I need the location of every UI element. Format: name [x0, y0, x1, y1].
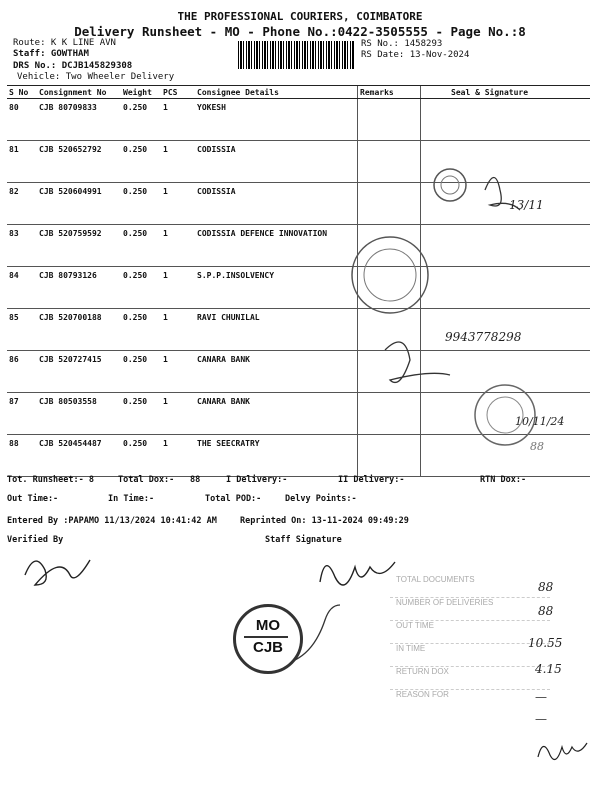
tally-table	[390, 575, 550, 712]
vehicle: Vehicle: Two Wheeler Delivery	[17, 72, 175, 82]
handwritten-count: 88	[530, 440, 544, 453]
out-time: Out Time:-	[7, 494, 59, 504]
cell-consignment: CJB 80503558	[37, 393, 121, 435]
col-pcs: PCS	[161, 86, 195, 99]
in-time: In Time:-	[108, 494, 155, 504]
cell-weight: 0.250	[121, 351, 161, 393]
tally-label: TOTAL DOCUMENTS	[390, 575, 550, 598]
cell-consignee: YOKESH	[195, 99, 358, 141]
stamp-line1: MO	[255, 617, 281, 634]
col-weight: Weight	[121, 86, 161, 99]
stamp-stroke-icon	[290, 600, 350, 670]
total-dox-value: 88	[190, 475, 201, 485]
handwritten-phone: 9943778298	[445, 330, 522, 344]
tally-value: 4.15	[535, 662, 562, 676]
cell-sno: 87	[7, 393, 37, 435]
table-row	[7, 99, 590, 141]
cell-sno: 88	[7, 435, 37, 477]
i-delivery: I Delivery:-	[226, 475, 288, 485]
drs-no: DRS No.: DCJB145829308	[13, 61, 133, 71]
cell-pcs: 1	[161, 99, 195, 141]
cell-pcs: 1	[161, 435, 195, 477]
tally-label: IN TIME	[390, 644, 550, 667]
col-consignee: Consignee Details	[195, 86, 358, 99]
tally-label: OUT TIME	[390, 621, 550, 644]
route: Route: K K LINE AVN	[13, 38, 116, 48]
round-seal-icon	[352, 237, 428, 313]
cell-consignee: RAVI CHUNILAL	[195, 309, 358, 351]
cell-sno: 83	[7, 225, 37, 267]
cell-consignment: CJB 520604991	[37, 183, 121, 225]
cell-sno: 81	[7, 141, 37, 183]
tally-label: REASON FOR	[396, 690, 449, 699]
signature-icon	[385, 342, 450, 383]
cell-weight: 0.250	[121, 435, 161, 477]
cell-sno: 82	[7, 183, 37, 225]
verifier-signature-icon	[20, 545, 110, 595]
tally-value: —	[535, 712, 547, 726]
table-header-row	[7, 86, 590, 99]
cell-consignment: CJB 520700188	[37, 309, 121, 351]
cell-consignee: CODISSIA DEFENCE INNOVATION	[195, 225, 358, 267]
cell-consignment: CJB 80793126	[37, 267, 121, 309]
tally-value: 10.55	[528, 636, 563, 650]
doc-subtitle: Delivery Runsheet - MO - Phone No.:0422-3505555 - Page No.:8	[74, 24, 526, 39]
cell-weight: 0.250	[121, 141, 161, 183]
cell-consignment: CJB 520652792	[37, 141, 121, 183]
cell-pcs: 1	[161, 225, 195, 267]
cell-consignee: CODISSIA	[195, 141, 358, 183]
stamp-line2: CJB	[252, 639, 283, 656]
tally-value: 88	[538, 604, 554, 618]
cell-consignment: CJB 520759592	[37, 225, 121, 267]
handwritten-received: 10/11/24	[515, 415, 565, 428]
cell-consignee: CANARA BANK	[195, 351, 358, 393]
entered-by: Entered By :PAPAMO 11/13/2024 10:41:42 AM	[7, 516, 217, 526]
cell-weight: 0.250	[121, 393, 161, 435]
col-sno: S No	[7, 86, 37, 99]
verified-by: Verified By	[7, 535, 64, 545]
tally-value: —	[535, 690, 547, 704]
cell-pcs: 1	[161, 183, 195, 225]
cell-weight: 0.250	[121, 183, 161, 225]
cell-pcs: 1	[161, 351, 195, 393]
rs-date: RS Date: 13-Nov-2024	[361, 50, 470, 60]
rs-no: RS No.: 1458293	[361, 39, 443, 49]
cell-consignee: CANARA BANK	[195, 393, 358, 435]
total-pod: Total POD:-	[205, 494, 262, 504]
bottom-signature-icon	[535, 735, 590, 765]
staff: Staff: GOWTHAM	[13, 49, 89, 59]
cell-weight: 0.250	[121, 267, 161, 309]
cell-sno: 80	[7, 99, 37, 141]
col-consignment: Consignment No	[37, 86, 121, 99]
col-seal: Seal & Signature	[421, 86, 591, 99]
doc-title: THE PROFESSIONAL COURIERS, COIMBATORE	[177, 10, 423, 23]
staff-signature: Staff Signature	[265, 535, 342, 545]
tot-runsheet: Tot. Runsheet:- 8	[7, 475, 94, 485]
cell-weight: 0.250	[121, 99, 161, 141]
cell-consignment: CJB 520454487	[37, 435, 121, 477]
cell-pcs: 1	[161, 393, 195, 435]
cell-consignee: CODISSIA	[195, 183, 358, 225]
cell-seal	[421, 99, 591, 141]
col-remarks: Remarks	[358, 86, 421, 99]
cell-weight: 0.250	[121, 309, 161, 351]
cell-pcs: 1	[161, 267, 195, 309]
handwritten-date: 13/11	[509, 198, 544, 212]
tally-label: RETURN DOX	[390, 667, 550, 690]
company-seal-icon	[434, 169, 466, 201]
barcode	[238, 41, 354, 69]
cell-sno: 86	[7, 351, 37, 393]
cell-sno: 85	[7, 309, 37, 351]
reprinted-on: Reprinted On: 13-11-2024 09:49:29	[240, 516, 409, 526]
cell-consignee: THE SEECRATRY	[195, 435, 358, 477]
cell-consignment: CJB 80709833	[37, 99, 121, 141]
ii-delivery: II Delivery:-	[338, 475, 405, 485]
cell-pcs: 1	[161, 141, 195, 183]
rtn-dox: RTN Dox:-	[480, 475, 527, 485]
cell-sno: 84	[7, 267, 37, 309]
delvy-points: Delvy Points:-	[285, 494, 357, 504]
total-dox-label: Total Dox:-	[118, 475, 175, 485]
cell-pcs: 1	[161, 309, 195, 351]
tally-label: NUMBER OF DELIVERIES	[390, 598, 550, 621]
tally-value: 88	[538, 580, 554, 594]
cell-consignment: CJB 520727415	[37, 351, 121, 393]
cell-weight: 0.250	[121, 225, 161, 267]
cell-consignee: S.P.P.INSOLVENCY	[195, 267, 358, 309]
cell-remarks	[358, 99, 421, 141]
